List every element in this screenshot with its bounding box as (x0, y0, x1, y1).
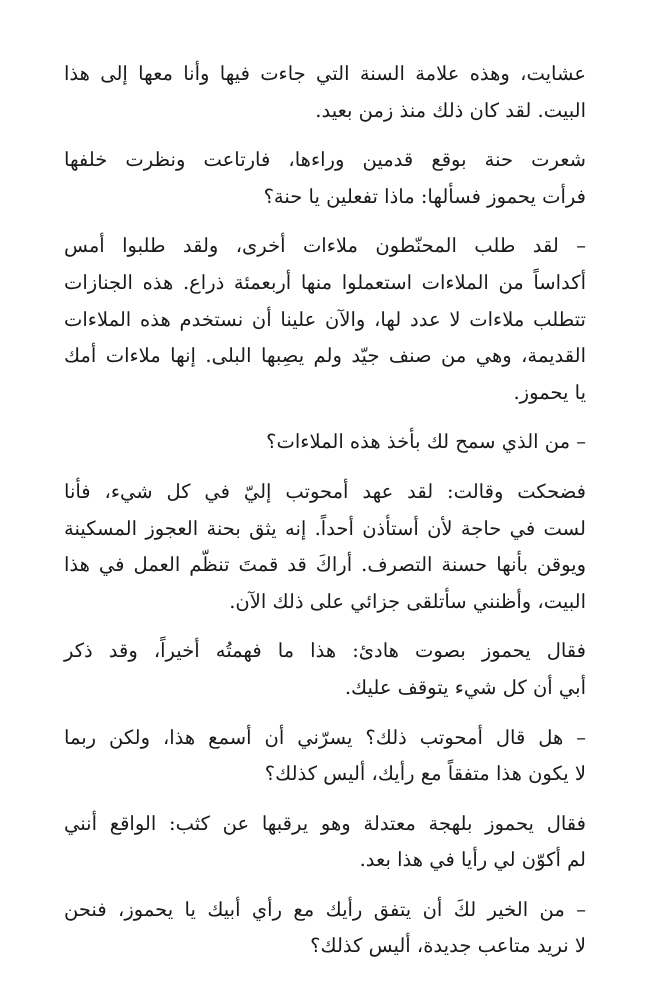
text-line: ويوقن بأنها حسنة التصرف. أراكَ قد قمتَ تنظّم العمل في هذا (64, 553, 586, 577)
paragraph (64, 228, 586, 411)
paragraph (64, 56, 586, 129)
paragraph (64, 720, 586, 793)
text-line: أكداساً من الملاءات استعملوا منها أربعمئة ذراع. هذه الجنازات (64, 270, 586, 294)
paragraph (64, 142, 586, 215)
paragraph (64, 633, 586, 706)
text-line: لا نريد متاعب جديدة، أليس كذلك؟ (310, 934, 586, 958)
text-line: فقال يحموز بصوت هادئ: هذا ما فهمتُه أخيراً، وقد ذكر (64, 639, 586, 663)
text-line: شعرت حنة بوقع قدمين وراءها، فارتاعت ونظرت خلفها (64, 148, 586, 172)
text-line: – من الخير لكَ أن يتفق رأيك مع رأي أبيك يا يحموز، فنحن (64, 897, 586, 921)
text-line: أبي أن كل شيء يتوقف عليك. (344, 675, 586, 699)
text-line: فرأت يحموز فسألها: ماذا تفعلين يا حنة؟ (263, 184, 586, 208)
text-line: البيت، وأظنني سأتلقى جزائي على ذلك الآن. (229, 589, 586, 613)
text-line: لست في حاجة لأن أستأذن أحداً. إنه يثق بحنة العجوز المسكينة (64, 516, 586, 540)
text-line: فضحكت وقالت: لقد عهد أمحوتب إليّ في كل شيء، فأنا (64, 479, 586, 503)
text-line: يا يحموز. (513, 380, 586, 404)
text-line: لم أكوّن لي رأيا في هذا بعد. (359, 848, 586, 872)
text-line: لا يكون هذا متفقاً مع رأيك، أليس كذلك؟ (264, 762, 586, 786)
text-line: – هل قال أمحوتب ذلك؟ يسرّني أن أسمع هذا، ولكن ربما (64, 725, 586, 749)
paragraph (64, 424, 586, 461)
text-line: فقال يحموز بلهجة معتدلة وهو يرقبها عن كثب: الواقع أنني (64, 811, 586, 835)
paragraph (64, 892, 586, 965)
text-line: – لقد طلب المحنّطون ملاءات أخرى، ولقد طلبوا أمس (64, 234, 586, 258)
text-line: – من الذي سمح لك بأخذ هذه الملاءات؟ (266, 430, 586, 454)
book-page (64, 56, 586, 978)
paragraph (64, 806, 586, 879)
paragraph (64, 474, 586, 620)
text-line: البيت. لقد كان ذلك منذ زمن بعيد. (315, 98, 586, 122)
text-line: عشايت، وهذه علامة السنة التي جاءت فيها وأنا معها إلى هذا (64, 62, 586, 85)
text-line: القديمة، وهي من صنف جيّد ولم يصِبها البلى. إنها ملاءات أمك (64, 344, 586, 368)
text-line: تتطلب ملاءات لا عدد لها، والآن علينا أن نستخدم هذه الملاءات (64, 307, 586, 331)
